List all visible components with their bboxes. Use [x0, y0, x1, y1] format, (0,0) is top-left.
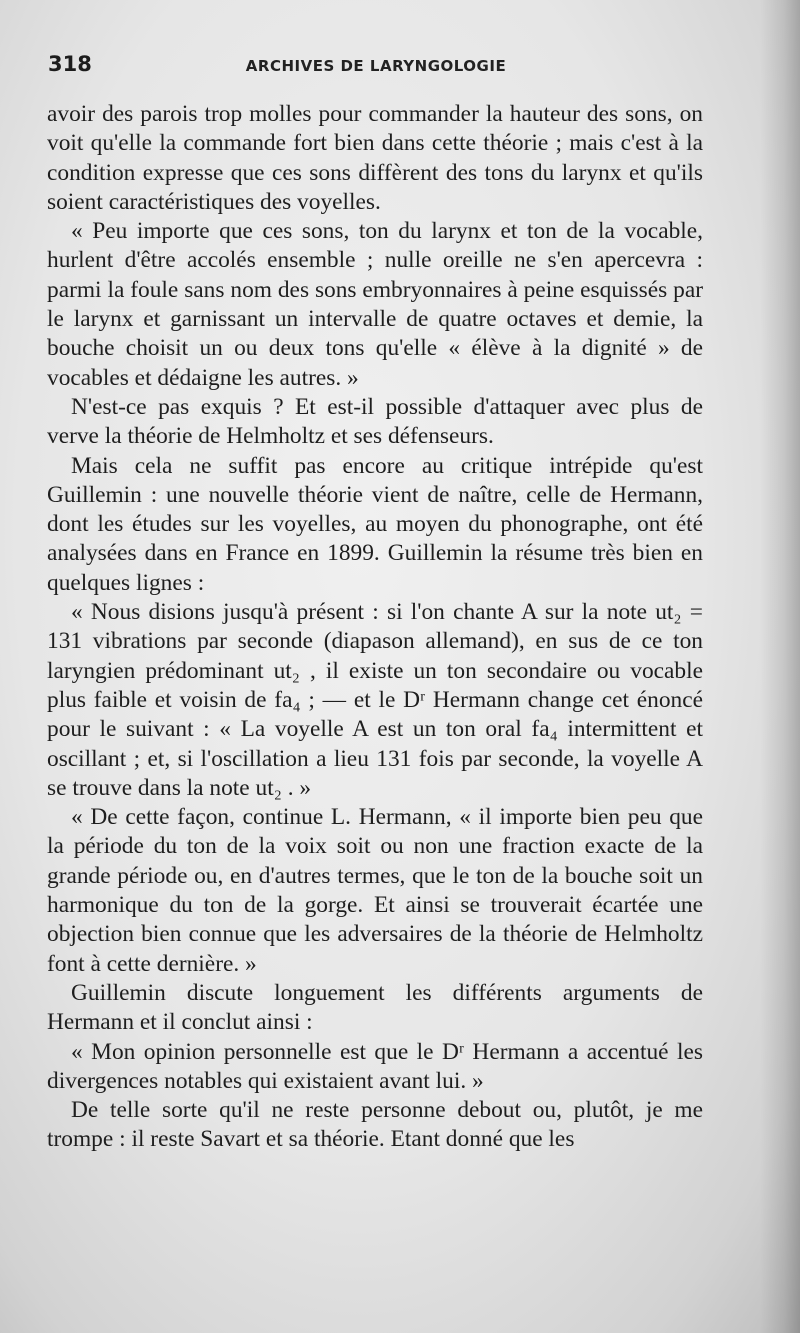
- paragraph: Mais cela ne suffit pas encore au critique intrépide qu'est Guillemin : une nouvelle théorie vient de naître, celle de Hermann, dont les études sur les voyelles, au moyen du phonographe, ont été analysées dans en France en 1899. Guillemin la résume très bien en quelques lignes :: [47, 452, 703, 596]
- page-spine-shadow: [760, 0, 800, 1333]
- paragraph: De telle sorte qu'il ne reste personne debout ou, plutôt, je me trompe : il reste Savart et sa théorie. Etant donné que les: [47, 1097, 703, 1153]
- paragraph: avoir des parois trop molles pour commander la hauteur des sons, on voit qu'elle la commande fort bien dans cette théorie ; mais c'est à la condition expresse que ces sons diffèrent des tons du larynx et qu'ils soient caractéristiques des voyelles.: [47, 101, 703, 215]
- body-text: [47, 100, 703, 1155]
- paragraph: « Nous disions jusqu'à présent : si l'on chante A sur la note ut₂ = 131 vibrations par seconde (diapason allemand), en sus de ce ton laryngien prédominant ut₂ , il existe un ton secondaire ou vocable plus faible et voisin de fa₄ ; — et le Dʳ Hermann change cet énoncé pour le suivant : « La voyelle A est un ton oral fa₄ intermittent et oscillant ; et, si l'oscillation a lieu 131 fois par seconde, la voyelle A se trouve dans la note ut₂ . »: [47, 599, 703, 801]
- page-header: [48, 52, 704, 88]
- paragraph: « Peu importe que ces sons, ton du larynx et ton de la vocable, hurlent d'être accolés ensemble ; nulle oreille ne s'en apercevra : parmi la foule sans nom des sons embryonnaires à peine esquissés par le larynx et garnissant un intervalle de quatre octaves et demie, la bouche choisit un ou deux tons qu'elle « élève à la dignité » de vocables et dédaigne les autres. »: [47, 218, 703, 391]
- paragraph: Guillemin discute longuement les différents arguments de Hermann et il conclut ainsi :: [47, 979, 703, 1036]
- paragraph: « De cette façon, continue L. Hermann, « il importe bien peu que la période du ton de la voix soit ou non une fraction exacte de la grande période ou, en d'autres termes, que le ton de la bouche soit un harmonique du ton de la gorge. Et ainsi se trouverait écartée une objection bien connue que les adversaires de la théorie de Helmholtz font à cette dernière. »: [47, 804, 703, 977]
- running-head: ARCHIVES DE LARYNGOLOGIE: [245, 57, 507, 75]
- page-number: 318: [48, 52, 92, 76]
- paragraph: N'est-ce pas exquis ? Et est-il possible d'attaquer avec plus de verve la théorie de Helmholtz et ses défenseurs.: [47, 393, 703, 450]
- paragraph: « Mon opinion personnelle est que le Dʳ Hermann a accentué les divergences notables qui existaient avant lui. »: [47, 1038, 703, 1094]
